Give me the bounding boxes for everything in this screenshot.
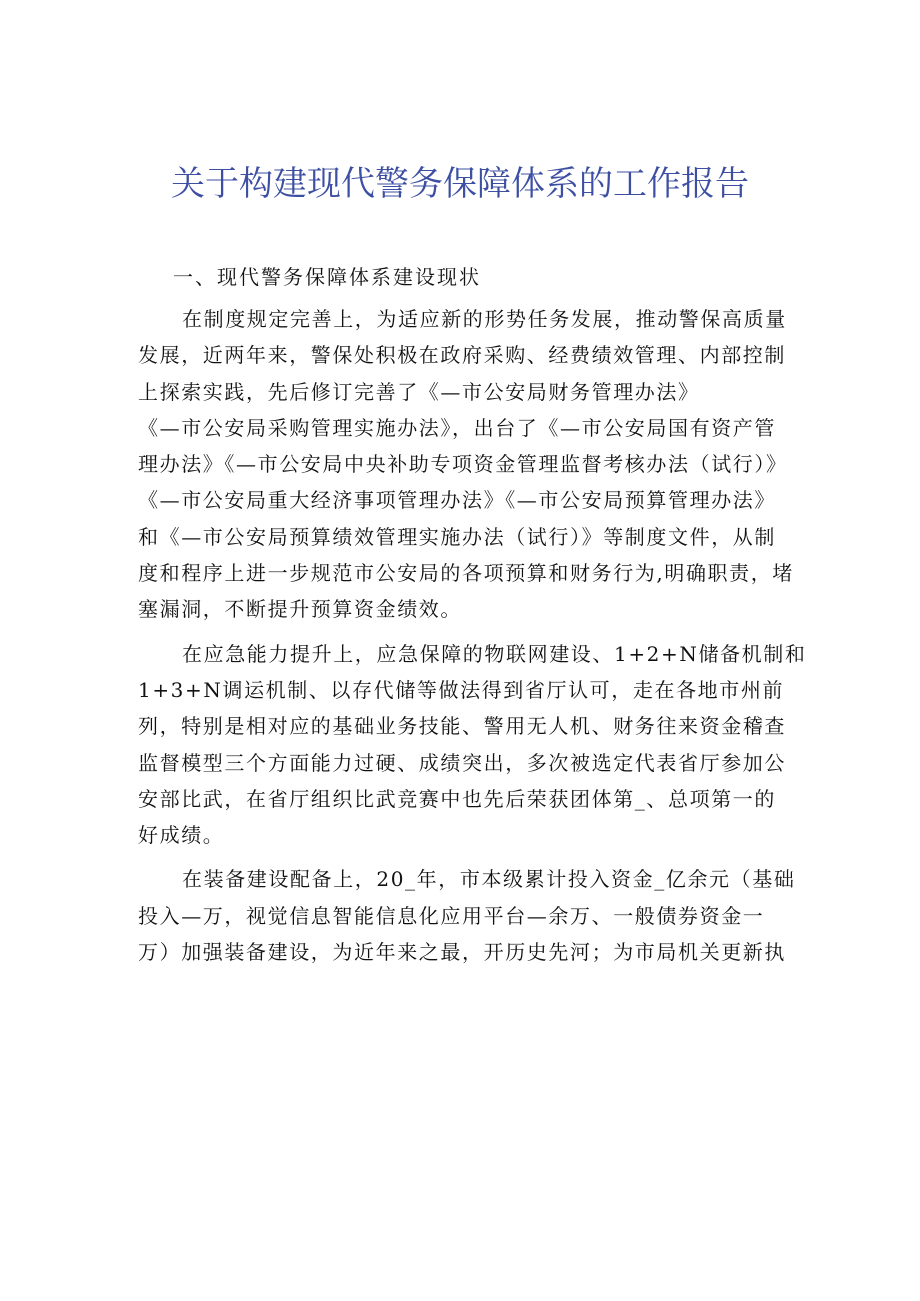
text-line: 投入—万，视觉信息智能信息化应用平台—余万、一般债券资金一	[138, 903, 765, 928]
text-line: 理办法》《—市公安局中央补助专项资金管理监督考核办法（试行）》	[138, 452, 788, 477]
text-line: 在装备建设配备上，20_年，市本级累计投入资金_亿余元（基础	[182, 867, 796, 892]
document-title: 关于构建现代警务保障体系的工作报告	[171, 164, 749, 204]
text-line: 安部比武，在省厅组织比武竞赛中也先后荣获团体第_、总项第一的	[138, 786, 776, 811]
text-line: 上探索实践，先后修订完善了《—市公安局财务管理办法》	[138, 379, 700, 404]
text-line: 塞漏洞，不断提升预算资金绩效。	[138, 597, 462, 622]
text-line: 监督模型三个方面能力过硬、成绩突出，多次被选定代表省厅参加公	[138, 750, 786, 775]
text-line: 《—市公安局采购管理实施办法》，出台了《—市公安局国有资产管	[138, 415, 776, 440]
text-line: 在应急能力提升上，应急保障的物联网建设、1+2+N储备机制和	[182, 641, 807, 666]
text-line: 万）加强装备建设，为近年来之最，开历史先河；为市局机关更新执	[138, 940, 786, 965]
paragraph-equipment-construction	[138, 861, 798, 970]
section-heading: 一、现代警务保障体系建设现状	[173, 265, 481, 289]
text-line: 列，特别是相对应的基础业务技能、警用无人机、财务往来资金稽查	[138, 714, 786, 739]
text-line: 1+3+N调运机制、以存代储等做法得到省厅认可，走在各地市州前	[138, 677, 785, 702]
text-line: 度和程序上进一步规范市公安局的各项预算和财务行为,明确职责，堵	[138, 561, 794, 586]
paragraph-emergency-capability	[138, 636, 807, 854]
text-line: 发展，近两年来，警保处积极在政府采购、经费绩效管理、内部控制	[138, 343, 786, 368]
text-line: 在制度规定完善上，为适应新的形势任务发展，推动警保高质量	[182, 307, 787, 331]
text-line: 和《—市公安局预算绩效管理实施办法（试行）》等制度文件，从制	[138, 524, 776, 549]
document-body	[138, 259, 807, 978]
paragraph-system-rules	[138, 301, 798, 628]
text-line: 好成绩。	[138, 823, 225, 848]
text-line: 《—市公安局重大经济事项管理办法》《—市公安局预算管理办法》	[138, 488, 776, 513]
